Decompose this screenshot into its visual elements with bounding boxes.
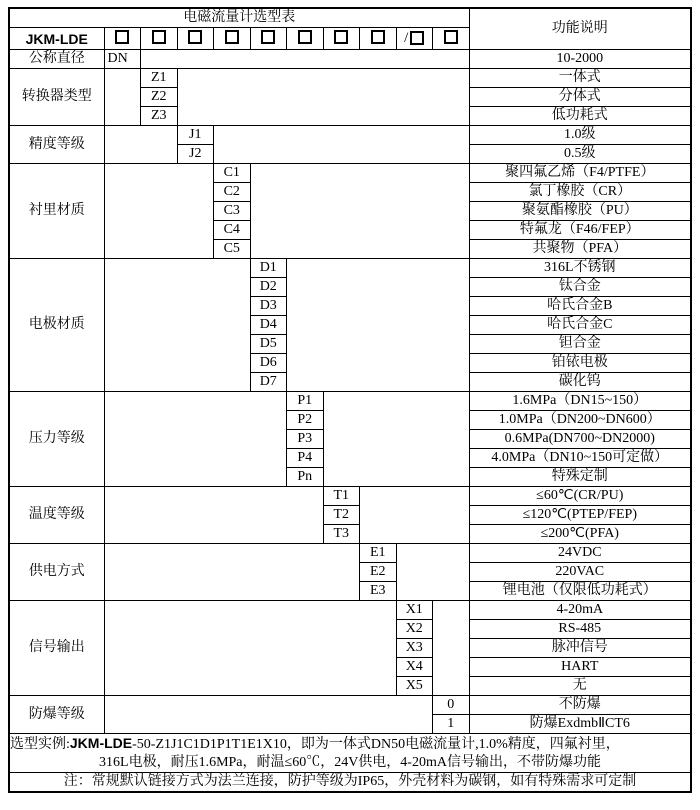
empty-cell (323, 392, 469, 487)
code-cell: T3 (323, 525, 360, 544)
checkbox-icon (225, 30, 239, 44)
empty-cell (104, 259, 250, 392)
example-model: JKM-LDE (69, 735, 133, 751)
table-row (9, 164, 691, 183)
code-cell: D6 (250, 354, 287, 373)
code-cell: P2 (287, 411, 324, 430)
code-cell: X2 (396, 620, 433, 639)
desc-cell: 共聚物（PFA） (469, 240, 691, 259)
empty-cell (177, 69, 469, 126)
table-row (9, 8, 691, 28)
model-code-box (141, 28, 178, 50)
code-cell: C1 (214, 164, 251, 183)
desc-cell: HART (469, 658, 691, 677)
desc-cell: 220VAC (469, 563, 691, 582)
table-row (9, 126, 691, 145)
checkbox-icon (371, 30, 385, 44)
table-row (9, 259, 691, 278)
code-cell: X5 (396, 677, 433, 696)
note-text: 注：常规默认链接方式为法兰连接，防护等级为IP65，外壳材料为碳钢，如有特殊需求可定制 (9, 773, 691, 793)
desc-cell: 钛合金 (469, 278, 691, 297)
param-label: 公称直径 (9, 50, 104, 69)
function-column-header: 功能说明 (469, 8, 691, 50)
code-cell: C5 (214, 240, 251, 259)
empty-cell (104, 696, 433, 734)
empty-cell (104, 126, 177, 164)
table-row (9, 544, 691, 563)
desc-cell: 哈氏合金B (469, 297, 691, 316)
empty-cell (141, 50, 470, 69)
code-cell: X4 (396, 658, 433, 677)
checkbox-icon (444, 30, 458, 44)
desc-cell: 聚四氟乙烯（F4/PTFE） (469, 164, 691, 183)
desc-cell: 氯丁橡胶（CR） (469, 183, 691, 202)
empty-cell (360, 487, 470, 544)
desc-cell: 10-2000 (469, 50, 691, 69)
code-cell: E2 (360, 563, 397, 582)
desc-cell: 1.0MPa（DN200~DN600） (469, 411, 691, 430)
desc-cell: 316L不锈钢 (469, 259, 691, 278)
code-cell: E3 (360, 582, 397, 601)
code-cell: P1 (287, 392, 324, 411)
empty-cell (396, 544, 469, 601)
code-cell: T1 (323, 487, 360, 506)
desc-cell: 锂电池（仅限低功耗式） (469, 582, 691, 601)
param-label: 防爆等级 (9, 696, 104, 734)
code-cell: Z1 (141, 69, 178, 88)
code-cell: D5 (250, 335, 287, 354)
code-cell: C2 (214, 183, 251, 202)
example-line-2: 316L电极，耐压1.6MPa，耐温≤60℃，24V供电，4-20mA信号输出，不带防爆功能 (99, 755, 601, 770)
model-code-box (250, 28, 287, 50)
table-row (9, 696, 691, 715)
model-code-box (177, 28, 214, 50)
code-cell: D7 (250, 373, 287, 392)
desc-cell: 1.6MPa（DN15~150） (469, 392, 691, 411)
slash-separator: / (404, 30, 409, 46)
code-cell: J1 (177, 126, 214, 145)
checkbox-icon (410, 31, 424, 45)
desc-cell: ≤200℃(PFA) (469, 525, 691, 544)
desc-cell: 低功耗式 (469, 107, 691, 126)
checkbox-icon (298, 30, 312, 44)
table-title: 电磁流量计选型表 (9, 8, 469, 28)
model-code-box (433, 28, 470, 50)
selection-example (9, 734, 691, 773)
empty-cell (104, 601, 396, 696)
code-cell: D1 (250, 259, 287, 278)
checkbox-icon (261, 30, 275, 44)
model-code-box (214, 28, 251, 50)
code-cell: Pn (287, 468, 324, 487)
param-label: 温度等级 (9, 487, 104, 544)
empty-cell (287, 259, 470, 392)
model-code-box (287, 28, 324, 50)
code-cell: T2 (323, 506, 360, 525)
empty-cell (250, 164, 469, 259)
desc-cell: 防爆ExdmbⅡCT6 (469, 715, 691, 734)
table-row (9, 69, 691, 88)
table-row (9, 487, 691, 506)
desc-cell: 碳化钨 (469, 373, 691, 392)
desc-cell: 一体式 (469, 69, 691, 88)
desc-cell: 无 (469, 677, 691, 696)
code-cell: D4 (250, 316, 287, 335)
code-cell: E1 (360, 544, 397, 563)
model-code-box (104, 28, 141, 50)
selection-table (8, 7, 692, 793)
empty-cell (104, 69, 141, 126)
desc-cell: RS-485 (469, 620, 691, 639)
param-label: 压力等级 (9, 392, 104, 487)
desc-cell: 0.6MPa(DN700~DN2000) (469, 430, 691, 449)
desc-cell: 特氟龙（F46/FEP） (469, 221, 691, 240)
note-row (9, 773, 691, 793)
param-label: 转换器类型 (9, 69, 104, 126)
desc-cell: 哈氏合金C (469, 316, 691, 335)
checkbox-icon (115, 30, 129, 44)
code-cell: C3 (214, 202, 251, 221)
desc-cell: 钽合金 (469, 335, 691, 354)
code-cell: DN (104, 50, 141, 69)
desc-cell: 24VDC (469, 544, 691, 563)
code-cell: P3 (287, 430, 324, 449)
model-prefix: JKM-LDE (9, 28, 104, 50)
desc-cell: 不防爆 (469, 696, 691, 715)
desc-cell: 4.0MPa（DN10~150可定做） (469, 449, 691, 468)
code-cell: Z3 (141, 107, 178, 126)
desc-cell: 4-20mA (469, 601, 691, 620)
code-cell: C4 (214, 221, 251, 240)
desc-cell: ≤60℃(CR/PU) (469, 487, 691, 506)
checkbox-icon (188, 30, 202, 44)
code-cell: Z2 (141, 88, 178, 107)
empty-cell (104, 544, 360, 601)
empty-cell (104, 164, 214, 259)
code-cell: D2 (250, 278, 287, 297)
table-row (9, 601, 691, 620)
param-label: 电极材质 (9, 259, 104, 392)
empty-cell (214, 126, 470, 164)
empty-cell (104, 487, 323, 544)
code-cell: P4 (287, 449, 324, 468)
model-code-box (323, 28, 360, 50)
model-code-box (396, 28, 433, 50)
desc-cell: ≤120℃(PTEP/FEP) (469, 506, 691, 525)
desc-cell: 0.5级 (469, 145, 691, 164)
checkbox-icon (152, 30, 166, 44)
empty-cell (433, 601, 470, 696)
param-label: 信号输出 (9, 601, 104, 696)
code-cell: X1 (396, 601, 433, 620)
desc-cell: 分体式 (469, 88, 691, 107)
desc-cell: 1.0级 (469, 126, 691, 145)
empty-cell (104, 392, 287, 487)
code-cell: D3 (250, 297, 287, 316)
desc-cell: 铂铱电极 (469, 354, 691, 373)
example-code-text: -50-Z1J1C1D1P1T1E1X10，即为一体式DN50电磁流量计,1.0%精度，四氟衬里， (132, 737, 620, 752)
code-cell: J2 (177, 145, 214, 164)
example-label: 选型实例: (10, 737, 70, 752)
table-row (9, 50, 691, 69)
example-row (9, 734, 691, 773)
param-label: 精度等级 (9, 126, 104, 164)
param-label: 衬里材质 (9, 164, 104, 259)
desc-cell: 特殊定制 (469, 468, 691, 487)
checkbox-icon (334, 30, 348, 44)
code-cell: X3 (396, 639, 433, 658)
code-cell: 1 (433, 715, 470, 734)
desc-cell: 脉冲信号 (469, 639, 691, 658)
desc-cell: 聚氨酯橡胶（PU） (469, 202, 691, 221)
model-code-box (360, 28, 397, 50)
code-cell: 0 (433, 696, 470, 715)
param-label: 供电方式 (9, 544, 104, 601)
table-row (9, 392, 691, 411)
example-line-1 (10, 734, 690, 754)
